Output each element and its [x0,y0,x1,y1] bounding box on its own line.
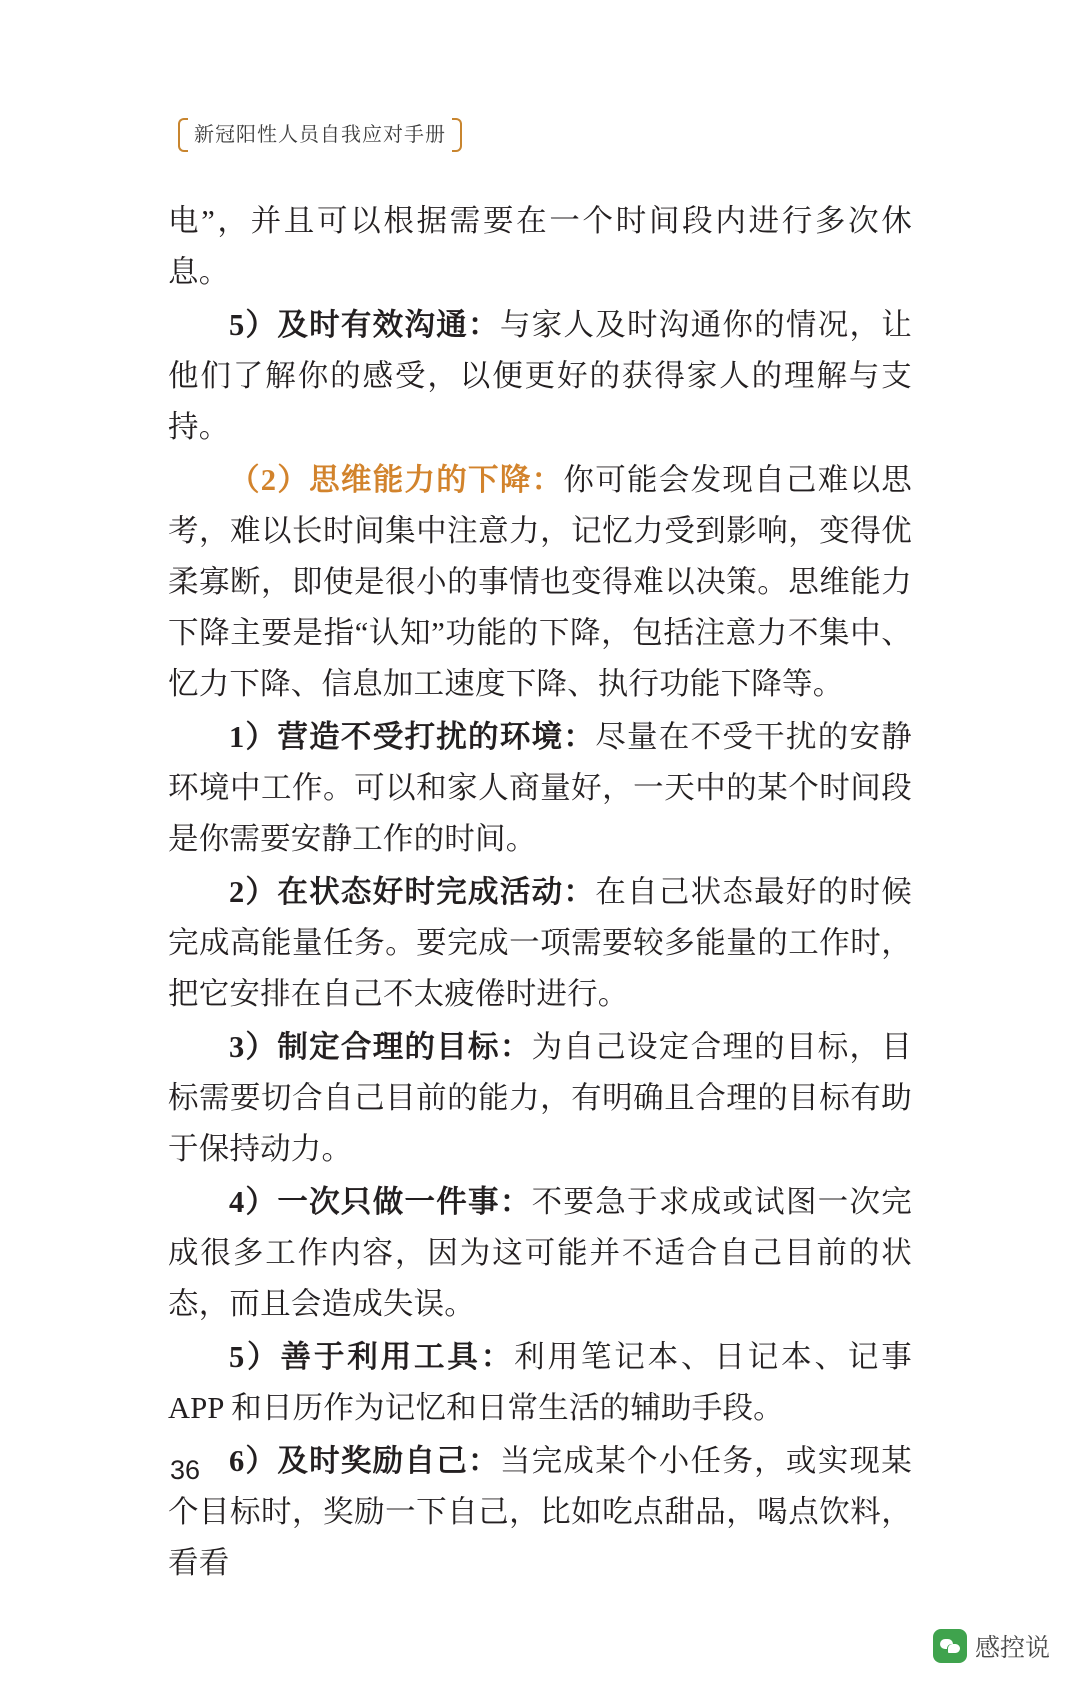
paragraph-text: 为自己设定合理的目标，目标需要切合自己目前的能力，有明确且合理的目标有助于保持动力。 [168,1030,913,1166]
paragraph-lead: 4）一次只做一件事： [229,1185,532,1219]
page-number: 36 [170,1455,201,1485]
paragraph-text: 与家人及时沟通你的情况，让他们了解你的感受，以便更好的获得家人的理解与支持。 [168,308,912,444]
paragraph-item-5-communication [168,300,912,453]
watermark-label: 感控说 [974,1634,1050,1662]
paragraph-item-4-one-thing-at-a-time [168,1177,912,1330]
paragraph-lead: 5）善于利用工具： [229,1340,515,1374]
paragraph-continuation [168,196,912,298]
running-header [178,118,462,152]
wechat-icon [933,1629,967,1663]
paragraph-text: 在自己状态最好的时候完成高能量任务。要完成一项需要较多能量的工作时，把它安排在自己不太疲倦时进行。 [168,875,912,1011]
paragraph-item-3-reasonable-goals [168,1022,912,1175]
header-title: 新冠阳性人员自我应对手册 [194,124,446,146]
body-content [168,196,912,1591]
header-bracket-left-icon [178,118,188,152]
section-heading-label: （2）思维能力的下降： [229,463,564,497]
section-heading-thinking-decline [168,455,912,710]
paragraph-lead: 3）制定合理的目标： [229,1030,532,1064]
paragraph-text: 不要急于求成或试图一次完成很多工作内容，因为这可能并不适合自己目前的状态，而且会造成失误。 [168,1185,913,1321]
paragraph-item-1-quiet-environment [168,712,912,865]
paragraph-text: 你可能会发现自己难以思考，难以长时间集中注意力，记忆力受到影响，变得优柔寡断，即使是很小的事情也变得难以决策。思维能力下降主要是指“认知”功能的下降，包括注意力不集中、忆力下降、信息加工速度下降、执行功能下降等。 [168,463,912,701]
paragraph-lead: 5）及时有效沟通： [229,308,500,342]
paragraph-lead: 1）营造不受打扰的环境： [229,720,596,754]
watermark-badge [933,1628,1050,1664]
paragraph-text: 尽量在不受干扰的安静环境中工作。可以和家人商量好，一天中的某个时间段是你需要安静工作的时间。 [168,720,912,856]
header-bracket-right-icon [452,118,462,152]
paragraph-text: 电”，并且可以根据需要在一个时间段内进行多次休息。 [168,204,912,289]
paragraph-text: 当完成某个小任务，或实现某个目标时，奖励一下自己，比如吃点甜品，喝点饮料，看看 [168,1444,912,1580]
paragraph-item-6-reward-yourself [168,1436,912,1589]
paragraph-text: 利用笔记本、日记本、记事 APP 和日历作为记忆和日常生活的辅助手段。 [168,1340,912,1425]
paragraph-item-2-best-state [168,867,912,1020]
paragraph-lead: 2）在状态好时完成活动： [229,875,596,909]
paragraph-lead: 6）及时奖励自己： [229,1444,500,1478]
paragraph-item-5-use-tools [168,1332,912,1434]
